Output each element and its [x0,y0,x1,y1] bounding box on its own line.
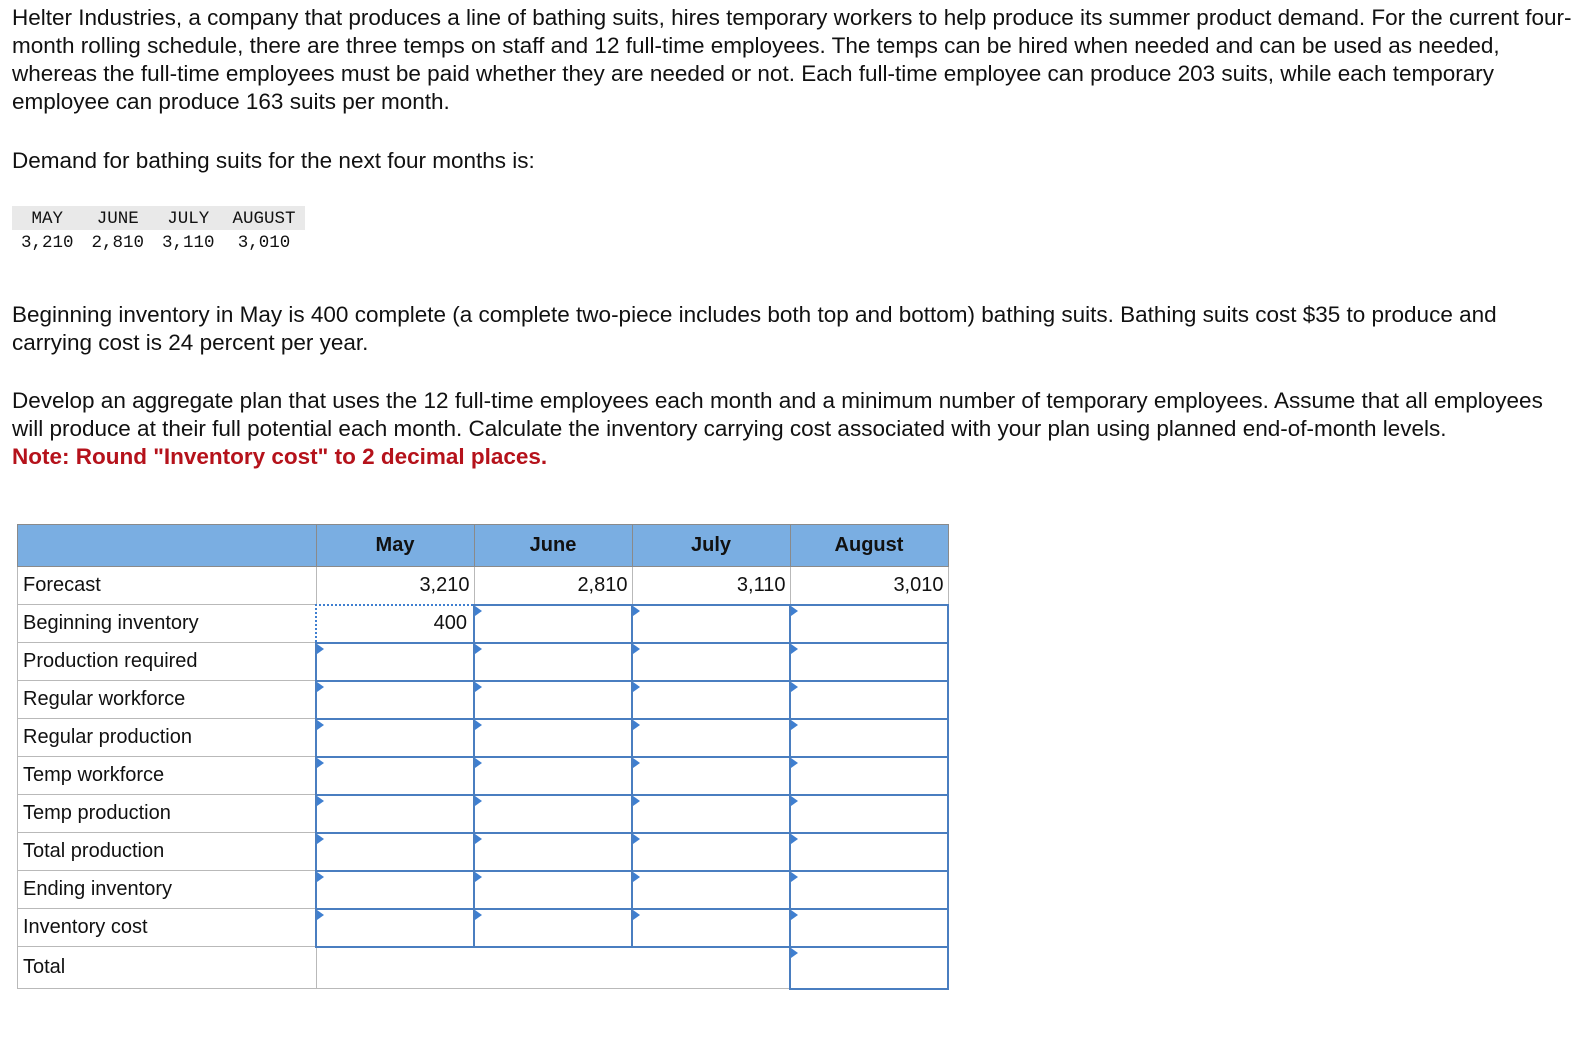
input-temp-production-july[interactable] [632,795,790,833]
row-ending-inventory [18,871,949,909]
input-beginning-inventory-july[interactable] [632,605,790,643]
demand-value-july: 3,110 [162,233,215,253]
plan-header-august: August [790,525,948,567]
demand-header-july: JULY [153,206,224,230]
input-production-required-june[interactable] [474,643,632,681]
demand-header-june: JUNE [83,206,154,230]
total-blank-may [316,947,474,989]
row-production-required [18,643,949,681]
demand-header-august: AUGUST [224,206,305,230]
demand-value-june: 2,810 [91,233,145,253]
input-inventory-cost-june[interactable] [474,909,632,947]
row-label: Inventory cost [18,909,317,947]
input-beginning-inventory-august[interactable] [790,605,948,643]
forecast-july: 3,110 [632,567,790,605]
inventory-text: Beginning inventory in May is 400 complete (a complete two-piece includes both top and bottom) bathing suits. Bathing suits cost $35 to produce and carrying cost is 24 percent per year. [12,302,1497,355]
demand-table [12,206,305,256]
total-blank-july [632,947,790,989]
input-total-production-may[interactable] [316,833,474,871]
input-regular-production-july[interactable] [632,719,790,757]
input-total-production-july[interactable] [632,833,790,871]
forecast-may: 3,210 [316,567,474,605]
input-temp-production-june[interactable] [474,795,632,833]
row-label: Ending inventory [18,871,317,909]
forecast-june: 2,810 [474,567,632,605]
row-label: Total [18,947,317,989]
input-ending-inventory-june[interactable] [474,871,632,909]
input-temp-workforce-may[interactable] [316,757,474,795]
input-regular-production-may[interactable] [316,719,474,757]
row-total-production [18,833,949,871]
row-total [18,947,949,989]
task-text: Develop an aggregate plan that uses the 12 full-time employees each month and a minimum number of temporary employees. Assume that all employees will produce at their full potential each month. Calculate the inventory carrying cost associated with your plan using planned end-of-month levels. [12,388,1543,441]
problem-intro: Helter Industries, a company that produces a line of bathing suits, hires temporary workers to help produce its summer product demand. For the current four-month rolling schedule, there are three temps on staff and 12 full-time employees. The temps can be hired when needed and can be used as needed, whereas the full-time employees must be paid whether they are needed or not. Each full-time employee can produce 203 suits, while each temporary employee can produce 163 suits per month. [12,5,1572,114]
demand-header-may: MAY [12,206,83,230]
input-temp-workforce-july[interactable] [632,757,790,795]
row-temp-production [18,795,949,833]
row-label: Forecast [18,567,317,605]
aggregate-plan-table [17,524,949,990]
row-regular-production [18,719,949,757]
row-forecast [18,567,949,605]
input-regular-workforce-july[interactable] [632,681,790,719]
input-temp-workforce-june[interactable] [474,757,632,795]
row-inventory-cost [18,909,949,947]
row-label: Temp production [18,795,317,833]
input-production-required-may[interactable] [316,643,474,681]
row-label: Total production [18,833,317,871]
input-production-required-july[interactable] [632,643,790,681]
rounding-note: Note: Round "Inventory cost" to 2 decimal places. [12,444,548,469]
plan-header-may: May [316,525,474,567]
row-label: Regular workforce [18,681,317,719]
input-regular-production-august[interactable] [790,719,948,757]
input-ending-inventory-august[interactable] [790,871,948,909]
input-regular-workforce-june[interactable] [474,681,632,719]
input-total-production-august[interactable] [790,833,948,871]
input-inventory-cost-may[interactable] [316,909,474,947]
demand-value-may: 3,210 [21,233,74,253]
input-total-inventory-cost[interactable] [790,947,948,989]
demand-value-august: 3,010 [237,233,291,253]
row-temp-workforce [18,757,949,795]
row-label: Temp workforce [18,757,317,795]
row-label: Regular production [18,719,317,757]
row-beginning-inventory [18,605,949,643]
input-ending-inventory-may[interactable] [316,871,474,909]
beginning-inventory-may: 400 [316,605,474,643]
demand-intro: Demand for bathing suits for the next four months is: [12,148,535,173]
input-regular-workforce-may[interactable] [316,681,474,719]
input-beginning-inventory-june[interactable] [474,605,632,643]
row-regular-workforce [18,681,949,719]
input-total-production-june[interactable] [474,833,632,871]
plan-header-blank [18,525,317,567]
plan-header-june: June [474,525,632,567]
input-ending-inventory-july[interactable] [632,871,790,909]
plan-header-july: July [632,525,790,567]
total-blank-june [474,947,632,989]
input-regular-production-june[interactable] [474,719,632,757]
input-production-required-august[interactable] [790,643,948,681]
forecast-august: 3,010 [790,567,948,605]
row-label: Beginning inventory [18,605,317,643]
input-inventory-cost-july[interactable] [632,909,790,947]
input-temp-production-may[interactable] [316,795,474,833]
row-label: Production required [18,643,317,681]
input-temp-workforce-august[interactable] [790,757,948,795]
input-inventory-cost-august[interactable] [790,909,948,947]
input-temp-production-august[interactable] [790,795,948,833]
input-regular-workforce-august[interactable] [790,681,948,719]
